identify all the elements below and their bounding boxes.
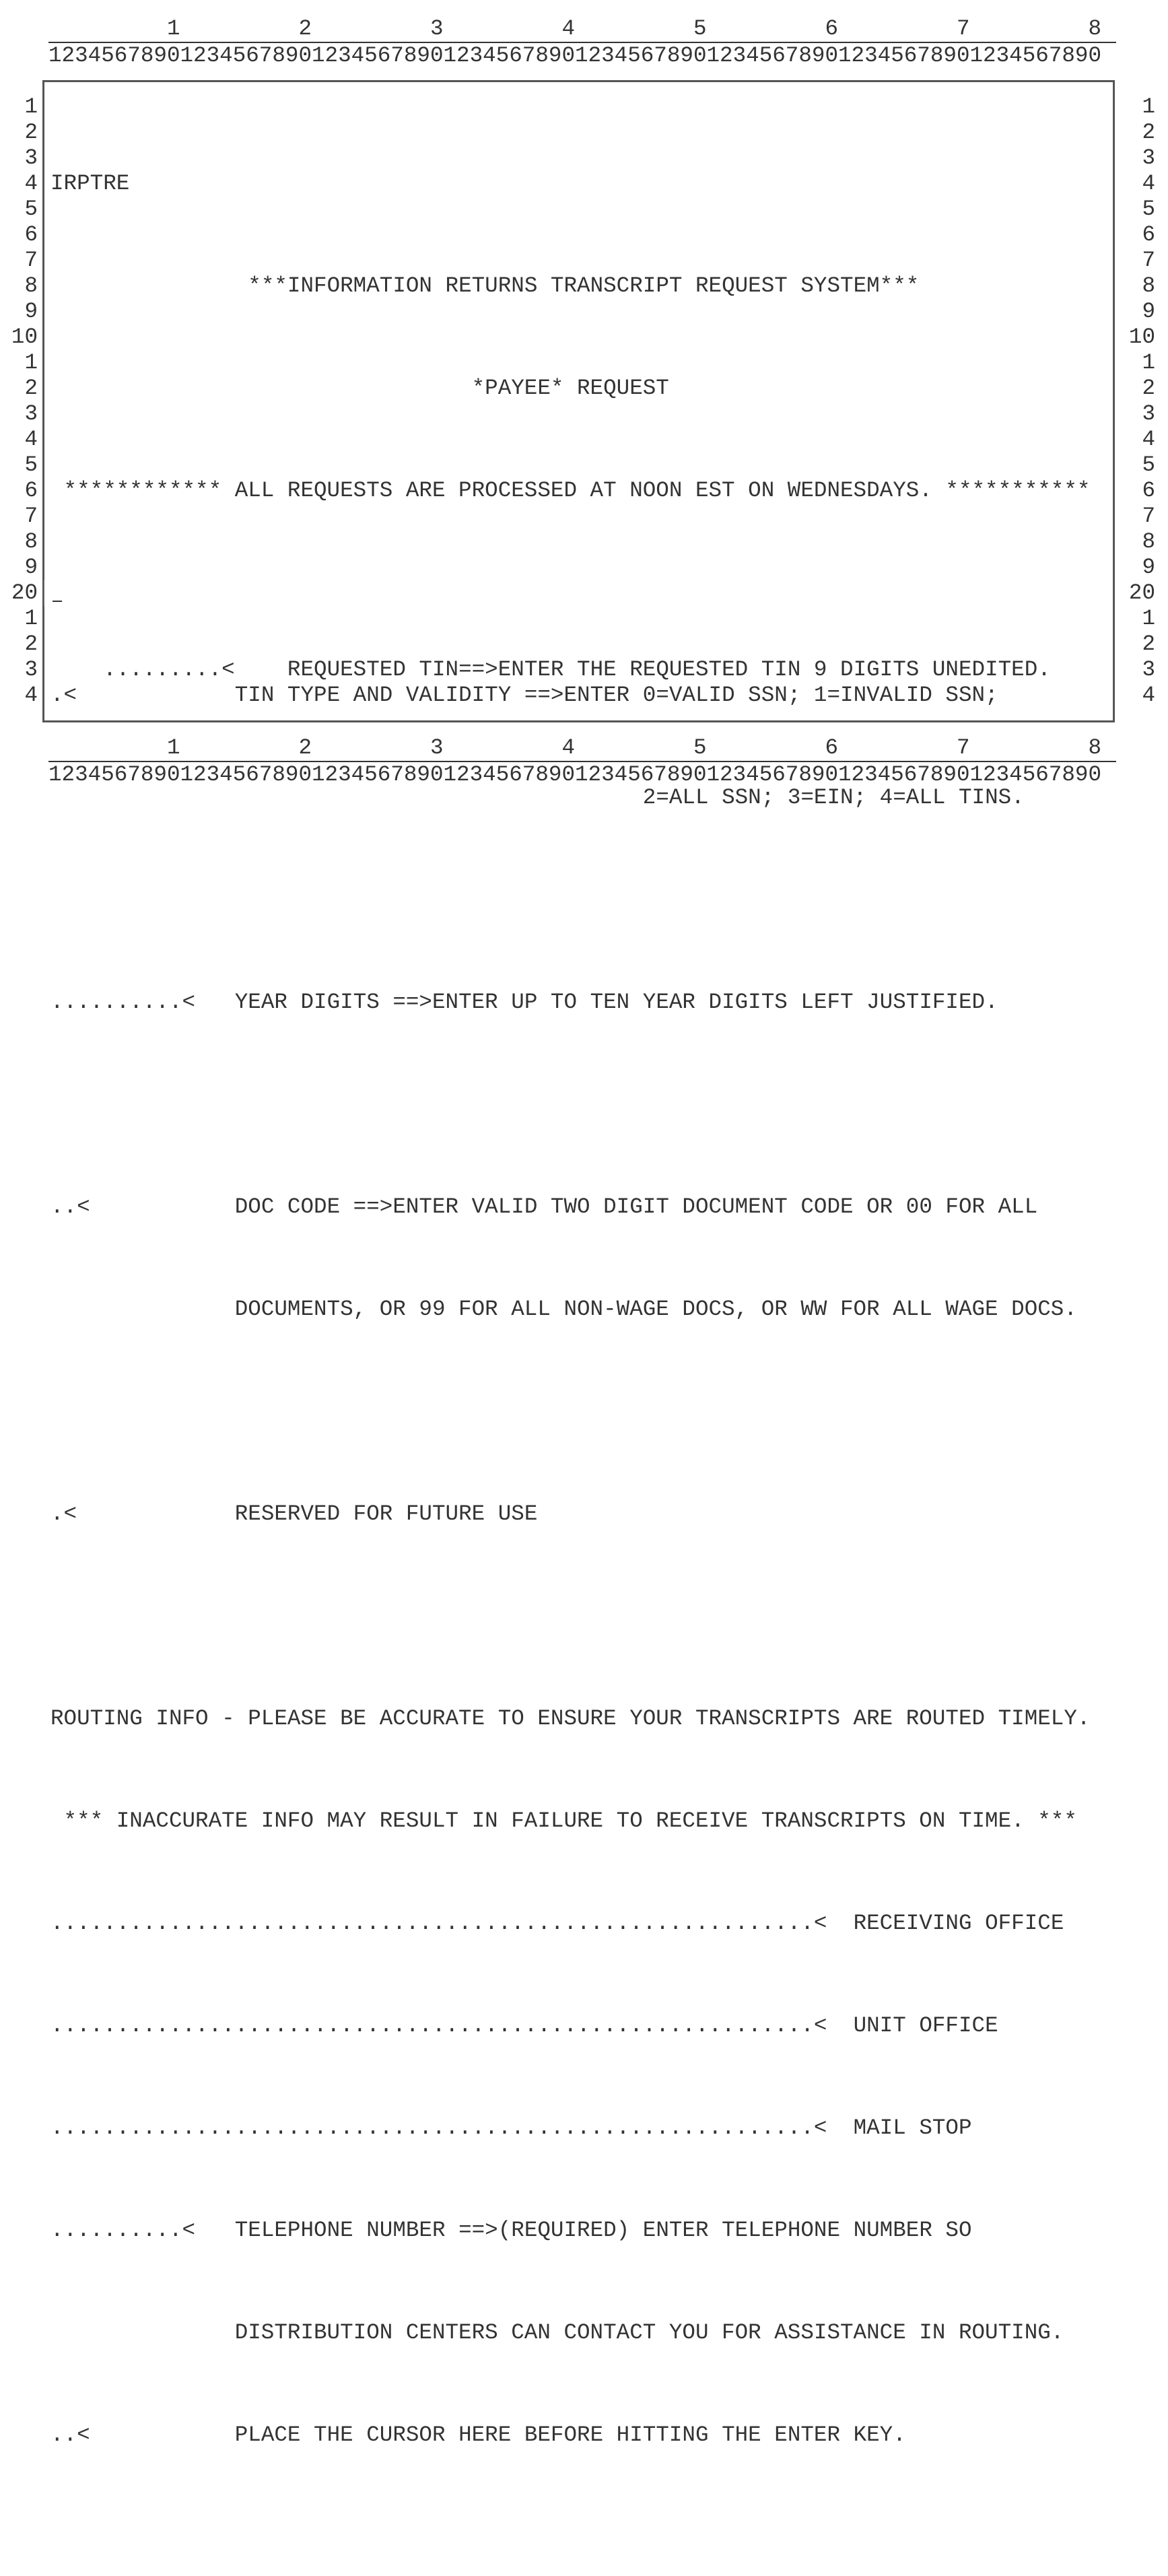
screen-row-15 [50, 1604, 1090, 1629]
line-number-left-10: 10 [11, 325, 38, 349]
screen-row-24 [50, 2525, 1090, 2550]
line-number-left-24: 4 [24, 683, 38, 708]
screen-row-13 [50, 1399, 1090, 1425]
line-number-right-19: 9 [1142, 555, 1155, 580]
line-number-left-20: 20 [11, 580, 38, 605]
line-number-right-22: 2 [1142, 632, 1155, 656]
line-number-left-5: 5 [24, 197, 38, 222]
terminal-screen [50, 94, 1090, 2576]
line-number-left-16: 6 [24, 478, 38, 503]
line-number-right-8: 8 [1142, 273, 1155, 298]
ruler-tens: 1 2 3 4 5 6 7 8 [48, 735, 1102, 760]
telephone-label: TELEPHONE NUMBER ==>(REQUIRED) ENTER TELEPHONE NUMBER SO [234, 2218, 972, 2243]
line-number-left-6: 6 [24, 222, 38, 247]
line-number-right-14: 4 [1142, 427, 1155, 452]
processing-notice: ************ ALL REQUESTS ARE PROCESSED AT NOON EST ON WEDNESDAYS. *********** [50, 478, 1091, 503]
line-number-left-18: 8 [24, 529, 38, 554]
line-number-left-9: 9 [24, 299, 38, 324]
ruler-ones: 12345678901234567890123456789012345678901234567890123456789012345678901234567890 [48, 43, 1102, 68]
routing-info-heading: ROUTING INFO - PLEASE BE ACCURATE TO ENSURE YOUR TRANSCRIPTS ARE ROUTED TIMELY. [50, 1706, 1091, 1731]
screen-id: IRPTRE [50, 171, 130, 196]
screen-row-19 [50, 2013, 1090, 2039]
screen-row-23 [50, 2422, 1090, 2448]
screen-row-20 [50, 2115, 1090, 2141]
ruler-tens: 1 2 3 4 5 6 7 8 [48, 16, 1102, 41]
screen-row-16 [50, 1706, 1090, 1732]
reserved-label: RESERVED FOR FUTURE USE [234, 1501, 538, 1526]
line-number-left-19: 9 [24, 555, 38, 580]
line-number-left-1: 1 [24, 94, 38, 119]
doc-code-input[interactable]: ..< [50, 1194, 90, 1219]
line-number-right-5: 5 [1142, 197, 1155, 222]
line-number-right-7: 7 [1142, 248, 1155, 273]
ruler-ones: 12345678901234567890123456789012345678901234567890123456789012345678901234567890 [48, 762, 1102, 787]
line-number-left-17: 7 [24, 504, 38, 529]
line-number-left-14: 4 [24, 427, 38, 452]
line-number-right-2: 2 [1142, 120, 1155, 145]
unit-office-label: UNIT OFFICE [853, 2013, 998, 2038]
routing-warning: *** INACCURATE INFO MAY RESULT IN FAILURE TO RECEIVE TRANSCRIPTS ON TIME. *** [50, 1808, 1077, 1833]
line-number-left-23: 3 [24, 657, 38, 682]
screen-row-2 [50, 273, 1090, 299]
line-number-right-18: 8 [1142, 529, 1155, 554]
cursor-position-label: PLACE THE CURSOR HERE BEFORE HITTING THE ENTER KEY. [234, 2422, 906, 2447]
line-number-right-3: 3 [1142, 145, 1155, 170]
doc-code-label: DOC CODE ==>ENTER VALID TWO DIGIT DOCUMENT CODE OR 00 FOR ALL [234, 1194, 1038, 1219]
line-number-left-4: 4 [24, 171, 38, 196]
line-number-right-13: 3 [1142, 401, 1155, 426]
line-number-right-15: 5 [1142, 452, 1155, 477]
line-number-right-21: 1 [1142, 606, 1155, 631]
line-number-left-21: 1 [24, 606, 38, 631]
screen-row-5 [50, 580, 1090, 682]
line-number-right-4: 4 [1142, 171, 1155, 196]
screen-row-8 [50, 887, 1090, 913]
line-number-right-9: 9 [1142, 299, 1155, 324]
year-digits-input[interactable]: ..........< [50, 990, 196, 1015]
line-numbers-right [1118, 94, 1155, 708]
unit-office-input[interactable]: ..........................................................< [50, 2013, 827, 2038]
column-ruler-bottom [48, 735, 1116, 838]
line-number-right-11: 1 [1142, 350, 1155, 375]
line-number-right-6: 6 [1142, 222, 1155, 247]
page-title: ***INFORMATION RETURNS TRANSCRIPT REQUEST SYSTEM*** [248, 273, 920, 298]
reserved-input[interactable]: .< [50, 1501, 77, 1526]
telephone-input[interactable]: ..........< [50, 2218, 196, 2243]
screen-row-6 [50, 683, 1090, 708]
screen-row-11 [50, 1194, 1090, 1220]
line-number-left-11: 1 [24, 350, 38, 375]
line-number-left-12: 2 [24, 376, 38, 401]
line-number-left-3: 3 [24, 145, 38, 170]
screen-row-3 [50, 376, 1090, 401]
screen-row-4 [50, 478, 1090, 504]
text-cursor [53, 601, 62, 602]
mail-stop-input[interactable]: ..........................................................< [50, 2115, 827, 2140]
line-number-left-8: 8 [24, 273, 38, 298]
line-number-right-24: 4 [1142, 683, 1155, 708]
screen-row-1 [50, 171, 1090, 197]
line-number-left-22: 2 [24, 632, 38, 656]
receiving-office-label: RECEIVING OFFICE [853, 1911, 1064, 1936]
telephone-label-cont: DISTRIBUTION CENTERS CAN CONTACT YOU FOR ASSISTANCE IN ROUTING. [234, 2320, 1064, 2345]
screen-row-17 [50, 1808, 1090, 1834]
cursor-position-input[interactable]: ..< [50, 2422, 90, 2447]
line-number-right-17: 7 [1142, 504, 1155, 529]
tin-type-label: TIN TYPE AND VALIDITY ==>ENTER 0=VALID SSN; 1=INVALID SSN; [234, 683, 998, 708]
line-number-right-12: 2 [1142, 376, 1155, 401]
screen-row-22 [50, 2320, 1090, 2346]
tin-type-label-cont: 2=ALL SSN; 3=EIN; 4=ALL TINS. [642, 785, 1025, 810]
year-digits-label: YEAR DIGITS ==>ENTER UP TO TEN YEAR DIGITS LEFT JUSTIFIED. [234, 990, 998, 1015]
line-number-left-15: 5 [24, 452, 38, 477]
line-number-right-16: 6 [1142, 478, 1155, 503]
receiving-office-input[interactable]: ..........................................................< [50, 1911, 827, 1936]
line-number-left-13: 3 [24, 401, 38, 426]
line-number-right-10: 10 [1128, 325, 1155, 349]
requested-tin-label: REQUESTED TIN==>ENTER THE REQUESTED TIN 9 DIGITS UNEDITED. [287, 657, 1051, 682]
requested-tin-input[interactable]: .........< [103, 657, 235, 682]
line-number-right-23: 3 [1142, 657, 1155, 682]
page-subtitle: *PAYEE* REQUEST [471, 376, 669, 401]
line-numbers-left [3, 94, 38, 708]
screen-row-21 [50, 2218, 1090, 2243]
mail-stop-label: MAIL STOP [853, 2115, 972, 2140]
line-number-left-2: 2 [24, 120, 38, 145]
line-number-right-1: 1 [1142, 94, 1155, 119]
screen-row-18 [50, 1911, 1090, 1936]
doc-code-label-cont: DOCUMENTS, OR 99 FOR ALL NON-WAGE DOCS, OR WW FOR ALL WAGE DOCS. [234, 1297, 1077, 1322]
screen-row-12 [50, 1297, 1090, 1322]
line-number-right-20: 20 [1128, 580, 1155, 605]
tin-type-input[interactable]: .< [50, 683, 77, 708]
screen-row-9 [50, 990, 1090, 1015]
screen-row-14 [50, 1501, 1090, 1527]
screen-row-10 [50, 1092, 1090, 1118]
line-number-left-7: 7 [24, 248, 38, 273]
